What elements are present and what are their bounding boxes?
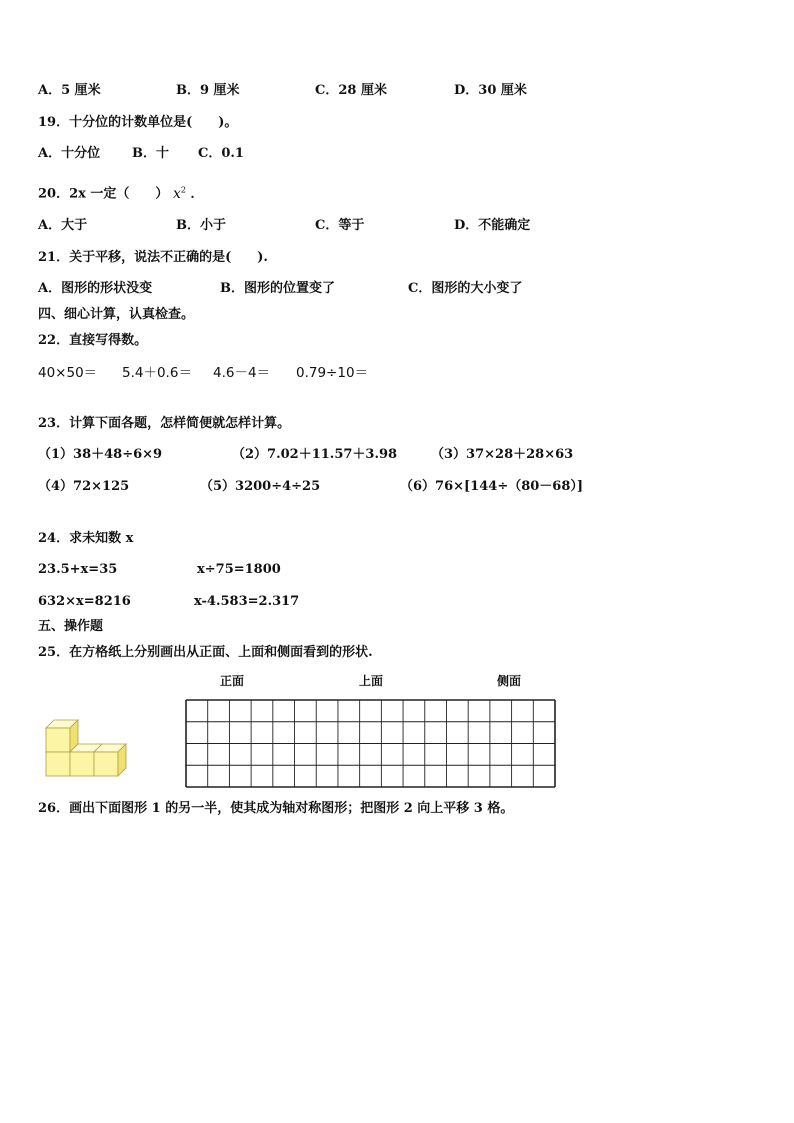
q23-item-4: （4）72×125 [38,479,130,494]
q19-stem: 19．十分位的计数单位是( )。 [38,115,238,130]
q22-stem: 22．直接写得数。 [38,333,148,348]
q25-stem: 25．在方格纸上分别画出从正面、上面和侧面看到的形状. [38,645,373,660]
q21-option-b: B．图形的位置变了 [220,281,335,296]
q21-option-c: C．图形的大小变了 [408,281,523,296]
q20-option-d: D．不能确定 [454,218,531,233]
cube-front-face-3 [94,752,118,776]
q18-option-a: A．5 厘米 [38,83,101,98]
cube-front-face-1 [46,752,70,776]
q21-stem: 21．关于平移，说法不正确的是( ). [38,250,268,265]
q24-item-4: x-4.583=2.317 [194,594,300,609]
grid-paper[interactable] [185,699,557,789]
q18-option-b: B．9 厘米 [176,83,240,98]
q19-option-c: C．0.1 [198,146,244,161]
q20-option-c: C．等于 [315,218,365,233]
q20-option-a: A．大于 [38,218,88,233]
q23-item-6: （6）76×[144÷（80－68）] [400,479,584,494]
x-power: 2 [180,185,186,194]
section-4-heading: 四、细心计算，认真检查。 [38,307,195,322]
q20-end: ． [190,186,204,202]
x-squared [173,186,186,202]
q24-item-1: 23.5+x=35 [38,562,118,577]
q23-item-5: （5）3200÷4÷25 [200,479,321,494]
x-var: x [172,185,181,202]
q23-item-3: （3）37×28＋28×63 [431,447,574,462]
q22-item-1: 40×50＝ [38,365,98,381]
label-side-view: 侧面 [497,674,522,688]
cube-figure [40,712,140,782]
q20-stem-line [38,182,204,203]
q19-option-b: B．十 [132,146,169,161]
q22-item-4: 0.79÷10＝ [296,365,369,381]
cube-front-face-top [46,728,70,752]
cube-front-face-2 [70,752,94,776]
q18-option-c: C．28 厘米 [315,83,387,98]
q19-option-a: A．十分位 [38,146,101,161]
section-5-heading: 五、操作题 [38,619,104,634]
q24-item-3: 632×x=8216 [38,594,131,609]
q23-item-2: （2）7.02＋11.57＋3.98 [232,447,398,462]
q18-option-d: D．30 厘米 [454,83,527,98]
q26-stem: 26．画出下面图形 1 的另一半，使其成为轴对称图形；把图形 2 向上平移 3 格。 [38,801,514,816]
q20-stem: 20．2x 一定（ ） [38,186,169,202]
q23-stem: 23．计算下面各题，怎样简便就怎样计算。 [38,416,291,431]
q20-option-b: B．小于 [176,218,226,233]
q24-stem: 24．求未知数 x [38,531,134,546]
q21-option-a: A．图形的形状没变 [38,281,153,296]
label-top-view: 上面 [359,674,384,688]
q24-item-2: x÷75=1800 [197,562,281,577]
q22-item-3: 4.6－4＝ [213,365,271,381]
q22-item-2: 5.4＋0.6＝ [122,365,192,381]
label-front-view: 正面 [220,674,245,688]
q23-item-1: （1）38＋48÷6×9 [38,447,163,462]
